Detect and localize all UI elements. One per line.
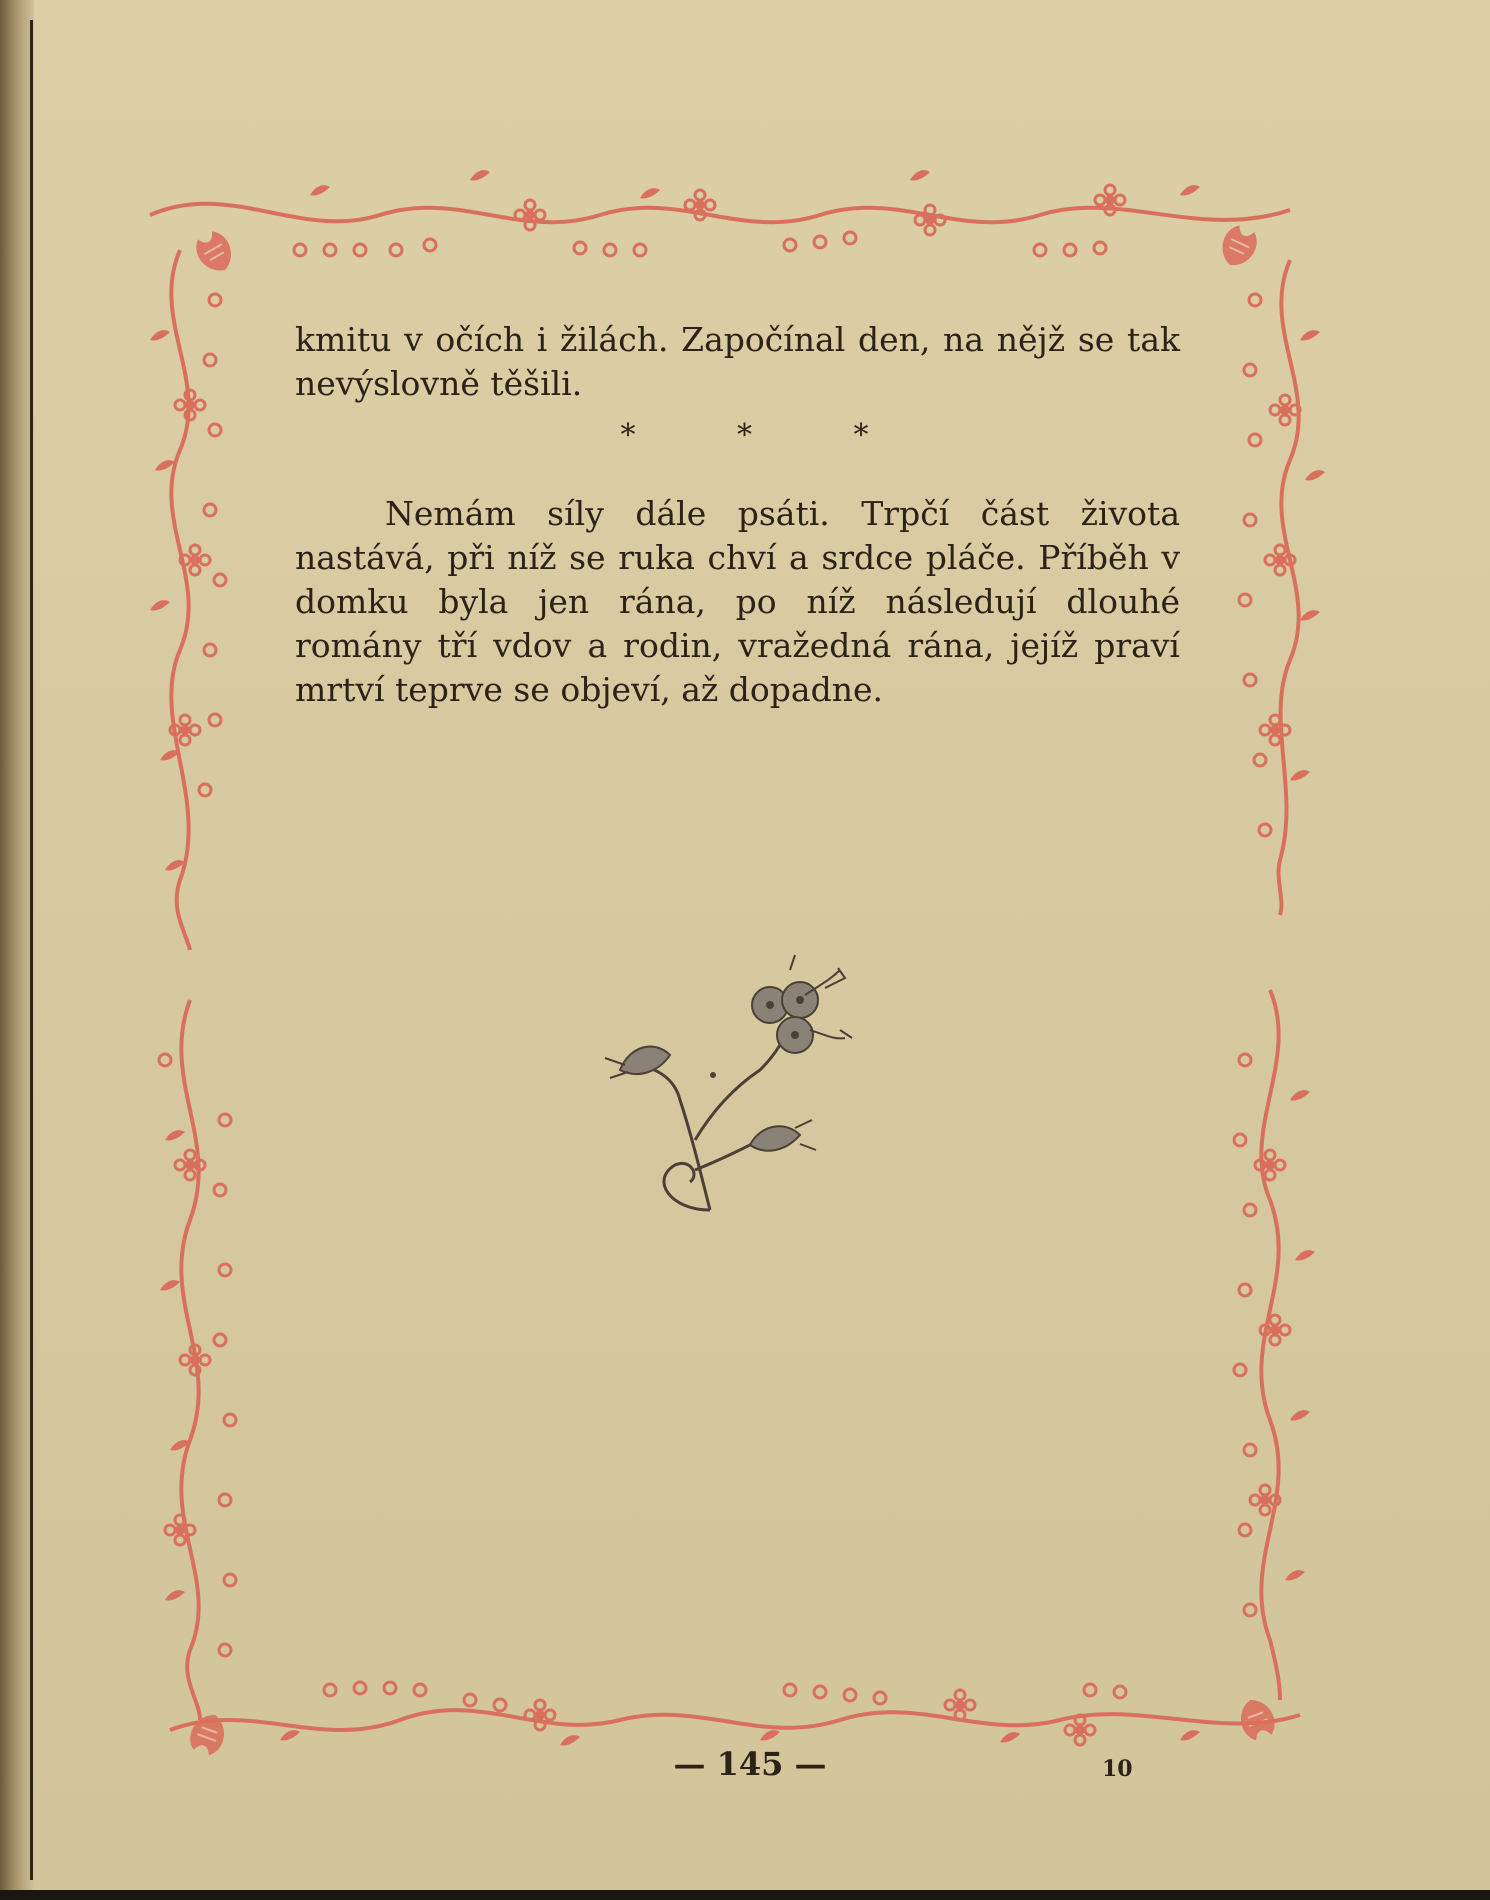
- paragraph-continued: kmitu v očích i žilách. Započínal den, na nějž se tak nevýslovně těšili.: [295, 320, 1180, 403]
- flower-vignette-icon: [590, 930, 890, 1230]
- printer-signature: 10: [1102, 1756, 1133, 1782]
- page-number: — 145 —: [673, 1745, 827, 1783]
- main-text: [295, 318, 1180, 712]
- paragraph-new-section: Nemám síly dále psáti. Trpčí část života nastává, při níž se ruka chví a srdce pláče. Příběh v domku byla jen rána, po níž následují dlouhé romány tří vdov a rodin, vražedná rána, jejíž praví mrtví teprve se objeví, až dopadne.: [295, 494, 1180, 709]
- section-separator: * * *: [620, 418, 915, 453]
